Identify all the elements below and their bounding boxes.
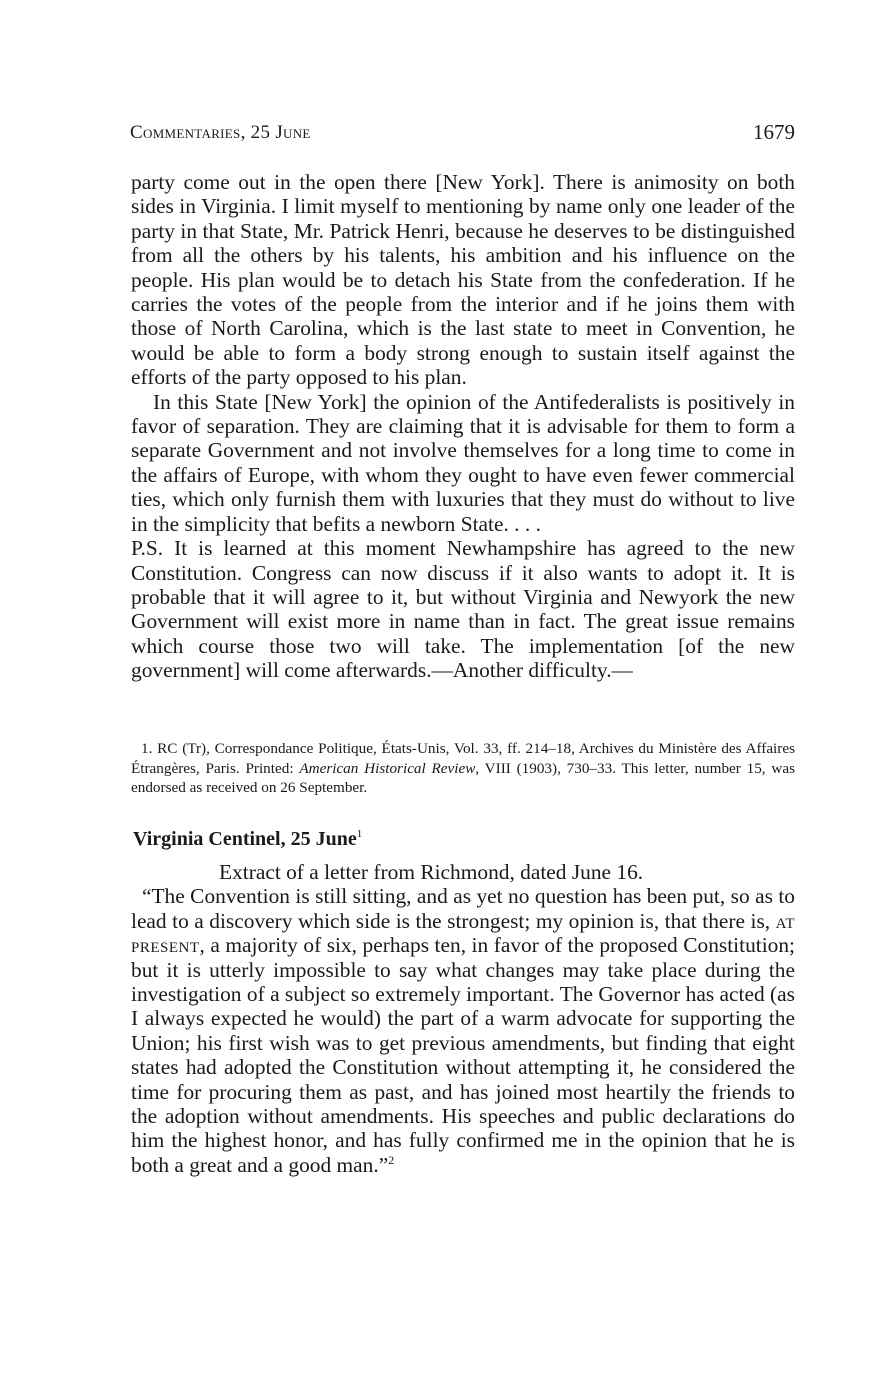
section-heading-text: Virginia Centinel, 25 June	[133, 828, 357, 850]
letter-emphasis: at present	[131, 908, 795, 958]
body-paragraph: In this State [New York] the opinion of the Antifederalists is positively in favor of separation. They are claiming that it is advisable for them to form a separate Government and not involve themselves for a long time to come in the affairs of Europe, with whom they ought to have even fewer commercial ties, which only furnish them with luxuries that they must do without to live in the simplicity that befits a newborn State. . . .	[131, 389, 795, 536]
letter-paragraph	[131, 884, 795, 1177]
running-head-month: June	[275, 122, 311, 143]
footnote-journal-title: American Historical Review	[299, 759, 476, 777]
postscript-paragraph: P.S. It is learned at this moment Newhampshire has agreed to the new Constitution. Congress can now discuss if it also wants to adopt it. It is probable that it will agree to it, but without Virginia and Newyork the new Government will exist more in name than in fact. The great issue remains which course those two will take. The implementation [of the new government] will come afterwards.—Another difficulty.—	[131, 536, 795, 683]
body-paragraph: party come out in the open there [New York]. There is animosity on both sides in Virginia. I limit myself to mentioning by name only one leader of the party in that State, Mr. Patrick Henri, because he deserves to be distinguished from all the others by his talents, his ambition and his influence on the people. His plan would be to detach his State from the confederation. If he carries the votes of the people from the interior and if he joins them with those of North Carolina, which is the last state to meet in Convention, he would be able to form a body strong enough to sustain itself against the efforts of the party opposed to his plan.	[131, 170, 795, 390]
running-head-title: Commentaries	[130, 122, 241, 143]
letter-text: “The Convention is still sitting, and as yet no question has been put, so as to lead to a discovery which side is the strongest; my opinion is, that there is,	[131, 884, 795, 933]
letter-continuation	[131, 170, 795, 683]
dateline: Extract of a letter from Richmond, dated June 16.	[219, 860, 644, 884]
letter-extract	[131, 860, 795, 1177]
running-head	[130, 122, 311, 144]
page-number: 1679	[753, 120, 795, 144]
footnote-text: , VIII (1903), 730–33. This letter, number 15, was endorsed as received on 26 September.	[131, 759, 795, 796]
footnote-1	[131, 739, 795, 798]
footnote-reference: 2	[388, 1152, 395, 1167]
page-header	[130, 122, 795, 152]
footnote-text: 1. RC (Tr), Correspondance Politique, États-Unis, Vol. 33, ff. 214–18, Archives du Ministère des Affaires Étrangères, Paris. Printed:	[131, 740, 795, 777]
letter-text: , a majority of six, perhaps ten, in favor of the proposed Constitution; but it is utterly impossible to say what changes may take place during the investigation of a subject so extremely important. The Governor has acted (as I always expected he would) the part of a warm advocate for supporting the Union; his first wish was to get previous amendments, but finding that eight states had adopted the Constitution without attempting it, he considered the time for procuring them as past, and has joined most heartily the friends to the adoption without amendments. His speeches and public declarations do him the highest honor, and has fully confirmed me in the opinion that he is both a great and a good man.”	[131, 933, 795, 1177]
footnotes	[131, 739, 795, 798]
section-heading	[133, 828, 362, 851]
footnote-reference: 1	[356, 828, 363, 840]
running-head-date: , 25	[240, 122, 276, 143]
